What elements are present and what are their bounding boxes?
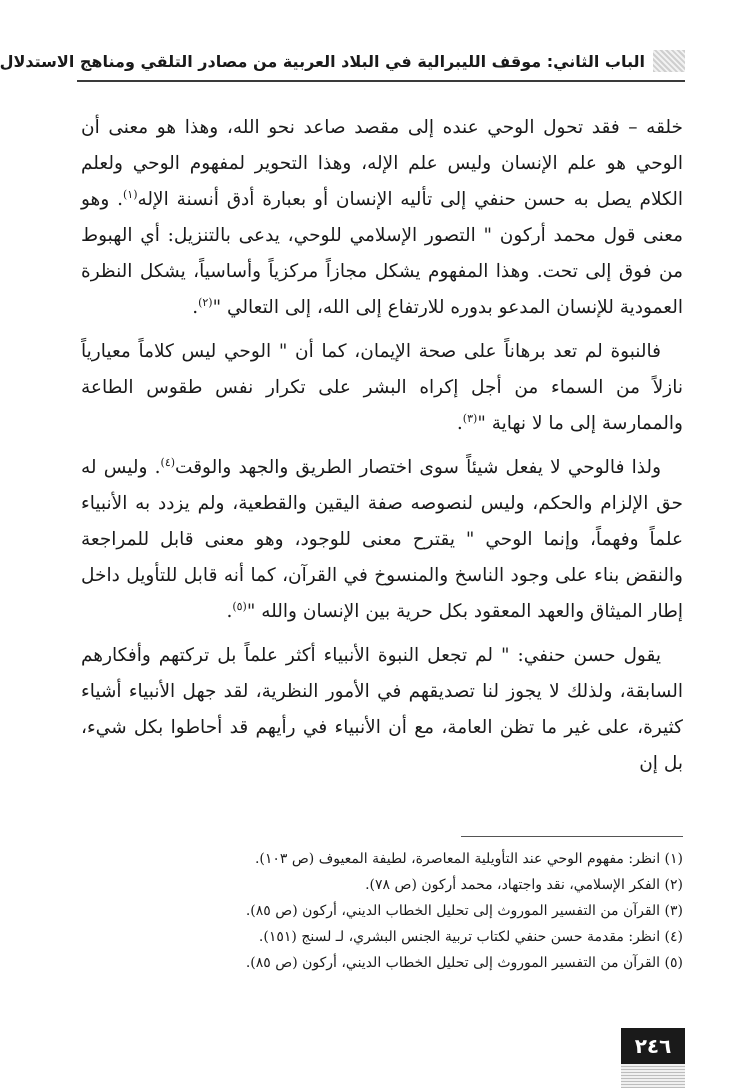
paragraph-text: .: [192, 297, 199, 318]
footnote-separator: [461, 836, 683, 837]
footnote-ref-2: (٢): [198, 295, 213, 309]
paragraph-1: [81, 110, 683, 326]
footnotes: [81, 846, 683, 976]
footnote-item: (٥) القرآن من التفسير الموروث إلى تحليل الخطاب الديني، أركون (ص ٨٥).: [245, 955, 683, 971]
header-divider: [77, 80, 685, 82]
footnote-item: (٤) انظر: مقدمة حسن حنفي لكتاب تربية الجنس البشري، لـ لسنج (١٥١).: [258, 929, 683, 945]
footnote-ref-4: (٤): [160, 455, 176, 469]
paragraph-text: .: [456, 413, 463, 434]
footnote-ref-5: (٥): [232, 599, 247, 613]
paragraph-text: يقول حسن حنفي: " لم تجعل النبوة الأنبياء أكثر علماً بل تركتهم وأفكارهم السابقة، ولذلك لا يجوز لنا تصديقهم في الأمور النظرية، لقد جهل الأنبياء أشياء كثيرة، على غير ما تظن العامة، مع أن الأنبياء في رأيهم قد أحاطوا بكل شيء، بل إن: [81, 645, 683, 774]
chapter-title: الباب الثاني: موقف الليبرالية في البلاد العربية من مصادر التلقي ومناهج الاستدلال: [0, 51, 645, 71]
paragraph-text: .: [226, 601, 233, 622]
footnote-ref-1: (١): [122, 187, 138, 201]
paragraph-3: [81, 450, 683, 630]
paragraph-text: . وهو معنى قول محمد أركون " التصور الإسلامي للوحي، يدعى بالتنزيل: أي الهبوط من فوق إلى تحت. وهذا المفهوم يشكل مجازاً مركزياً وأساسياً، يشكل النظرة العمودية للإنسان المدعو بدوره للارتفاع إلى الله، إلى التعالي ": [81, 189, 683, 318]
paragraph-text: . وليس له حق الإلزام والحكم، وليس لنصوصه صفة اليقين والقطعية، ولم يزدد به الأنبياء علماً وفهماً، وإنما الوحي " يقترح معنى للوجود، وهو معنى قابل للمراجعة والنقض بناء على وجود الناسخ والمنسوخ في القرآن، كما أنه قابل للتأويل داخل إطار الميثاق والعهد المعقود بكل حرية بين الإنسان والله ": [81, 457, 683, 622]
footnote-item: (١) انظر: مفهوم الوحي عند التأويلية المعاصرة، لطيفة المعيوف (ص ١٠٣).: [254, 851, 683, 867]
paragraph-4: [81, 638, 683, 782]
page-number-ornament: [621, 1064, 685, 1088]
footnote-ref-3: (٣): [462, 411, 478, 425]
page-number: ٢٤٦: [621, 1028, 685, 1064]
paragraph-text: خلقه – فقد تحول الوحي عنده إلى مقصد صاعد نحو الله، وهذا هو معنى أن الوحي هو علم الإنسان وليس علم الإله، وهذا التحوير لمفهوم الوحي ولعلم الكلام يصل به حسن حنفي إلى تأليه الإنسان أو بعبارة أدق أنسنة الإله: [81, 117, 683, 210]
footnote-item: (٣) القرآن من التفسير الموروث إلى تحليل الخطاب الديني، أركون (ص ٨٥).: [245, 903, 683, 919]
paragraph-text: فالنبوة لم تعد برهاناً على صحة الإيمان، كما أن " الوحي ليس كلاماً معيارياً نازلاً من السماء من أجل إكراه البشر على تكرار نفس طقوس الطاعة والممارسة إلى ما لا نهاية ": [81, 341, 683, 434]
main-text: [81, 110, 683, 790]
paragraph-2: [81, 334, 683, 442]
header-ornament: [653, 50, 685, 72]
paragraph-text: ولذا فالوحي لا يفعل شيئاً سوى اختصار الطريق والجهد والوقت: [175, 457, 662, 478]
footnote-item: (٢) الفكر الإسلامي، نقد واجتهاد، محمد أركون (ص ٧٨).: [365, 877, 683, 893]
running-header: [0, 46, 685, 76]
